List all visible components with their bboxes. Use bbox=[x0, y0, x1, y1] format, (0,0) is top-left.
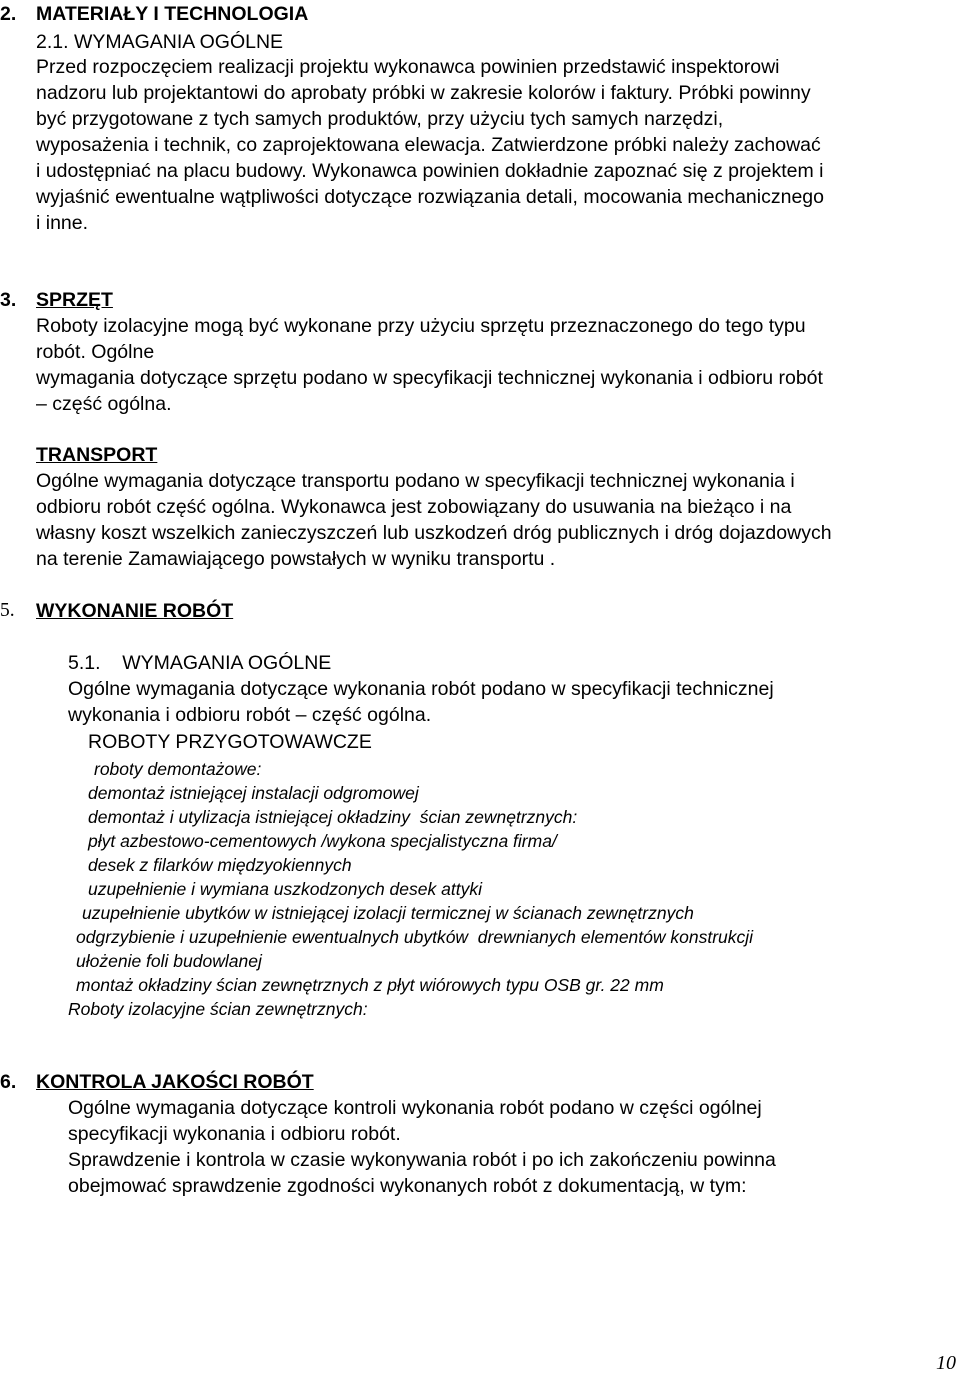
section-6-number: 6. bbox=[0, 1071, 17, 1093]
section-3-number: 3. bbox=[0, 289, 17, 311]
list-item: płyt azbestowo-cementowych /wykona specjalistyczna firma/ bbox=[88, 831, 557, 851]
transport-line-2: odbioru robót część ogólna. Wykonawca jest zobowiązany do usuwania na bieżąco i na bbox=[36, 496, 792, 518]
list-item: uzupełnienie i wymiana uszkodzonych desek attyki bbox=[88, 879, 482, 899]
subsection-2-1-title: 2.1. WYMAGANIA OGÓLNE bbox=[36, 31, 284, 53]
list-item: roboty demontażowe: bbox=[94, 759, 262, 779]
transport-title: TRANSPORT bbox=[36, 444, 158, 466]
s3-line-4: – część ogólna. bbox=[36, 393, 172, 415]
s2-line-5: i udostępniać na placu budowy. Wykonawca powinien dokładnie zapoznać się z projektem i bbox=[36, 160, 824, 182]
s6-line-3: Sprawdzenie i kontrola w czasie wykonywania robót i po ich zakończeniu powinna bbox=[68, 1149, 776, 1171]
s2-line-7: i inne. bbox=[36, 212, 89, 234]
page-number: 10 bbox=[936, 1352, 956, 1374]
s5-line-2: wykonania i odbioru robót – część ogólna. bbox=[68, 704, 432, 726]
s5-line-1: Ogólne wymagania dotyczące wykonania robót podano w specyfikacji technicznej bbox=[68, 678, 774, 700]
list-item: ułożenie foli budowlanej bbox=[76, 951, 262, 971]
transport-line-1: Ogólne wymagania dotyczące transportu podano w specyfikacji technicznej wykonania i bbox=[36, 470, 795, 492]
list-item: demontaż istniejącej instalacji odgromowej bbox=[88, 783, 419, 803]
s2-line-4: wyposażenia i technik, co zaprojektowana elewacja. Zatwierdzone próbki należy zachować bbox=[36, 134, 821, 156]
section-5-number: 5. bbox=[0, 600, 15, 621]
s2-line-2: nadzoru lub projektantowi do aprobaty próbki w zakresie kolorów i faktury. Próbki powinny bbox=[36, 82, 811, 104]
s2-line-3: być przygotowane z tych samych produktów, przy użyciu tych samych narzędzi, bbox=[36, 108, 724, 130]
s2-line-6: wyjaśnić ewentualne wątpliwości dotyczące rozwiązania detali, mocowania mechanicznego bbox=[36, 186, 824, 208]
s3-line-3: wymagania dotyczące sprzętu podano w specyfikacji technicznej wykonania i odbioru robót bbox=[36, 367, 823, 389]
s6-line-2: specyfikacji wykonania i odbioru robót. bbox=[68, 1123, 401, 1145]
section-2-title: MATERIAŁY I TECHNOLOGIA bbox=[36, 3, 309, 25]
list-item: uzupełnienie ubytków w istniejącej izolacji termicznej w ścianach zewnętrznych bbox=[82, 903, 694, 923]
s3-line-2: robót. Ogólne bbox=[36, 341, 155, 363]
transport-line-4: na terenie Zamawiającego powstałych w wyniku transportu . bbox=[36, 548, 556, 570]
section-5-title: WYKONANIE ROBÓT bbox=[36, 600, 234, 622]
list-item: montaż okładziny ścian zewnętrznych z płyt wiórowych typu OSB gr. 22 mm bbox=[76, 975, 664, 995]
s6-line-4: obejmować sprawdzenie zgodności wykonanych robót z dokumentacją, w tym: bbox=[68, 1175, 747, 1197]
section-6-title: KONTROLA JAKOŚCI ROBÓT bbox=[36, 1071, 314, 1093]
s3-line-1: Roboty izolacyjne mogą być wykonane przy użyciu sprzętu przeznaczonego do tego typu bbox=[36, 315, 806, 337]
list-item: demontaż i utylizacja istniejącej okładziny ścian zewnętrznych: bbox=[88, 807, 578, 827]
s2-line-1: Przed rozpoczęciem realizacji projektu wykonawca powinien przedstawić inspektorowi bbox=[36, 56, 780, 78]
list-item: Roboty izolacyjne ścian zewnętrznych: bbox=[68, 999, 368, 1019]
prep-works-title: ROBOTY PRZYGOTOWAWCZE bbox=[88, 731, 372, 753]
subsection-5-1-title: 5.1. WYMAGANIA OGÓLNE bbox=[68, 652, 332, 674]
section-2-number: 2. bbox=[0, 3, 17, 25]
section-3-title: SPRZĘT bbox=[36, 289, 113, 311]
list-item: odgrzybienie i uzupełnienie ewentualnych ubytków drewnianych elementów konstrukcji bbox=[76, 927, 754, 947]
s6-line-1: Ogólne wymagania dotyczące kontroli wykonania robót podano w części ogólnej bbox=[68, 1097, 762, 1119]
transport-line-3: własny koszt wszelkich zanieczyszczeń lub uszkodzeń dróg publicznych i dróg dojazdowych bbox=[36, 522, 832, 544]
list-item: desek z filarków międzyokiennych bbox=[88, 855, 352, 875]
